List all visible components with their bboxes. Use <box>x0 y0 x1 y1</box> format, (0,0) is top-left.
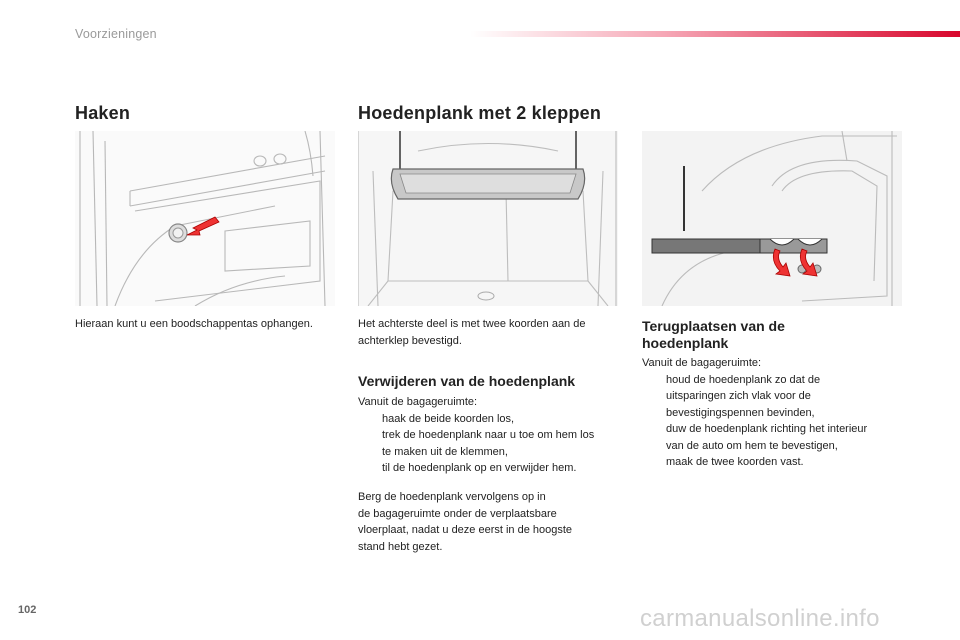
page-number: 102 <box>18 604 37 616</box>
refit-title: Terugplaatsen van de hoedenplank <box>642 318 785 351</box>
hoedenplank-title: Hoedenplank met 2 kleppen <box>358 103 602 123</box>
remove-step-1: haak de beide koorden los, <box>382 412 515 425</box>
watermark[interactable]: carmanualsonline.info <box>640 605 880 632</box>
haken-caption: Hieraan kunt u een boodschappentas ophangen. <box>75 318 313 330</box>
remove-step-3: til de hoedenplank op en verwijder hem. <box>382 462 577 474</box>
refit-step-3: maak de twee koorden vast. <box>666 456 804 468</box>
haken-title: Haken <box>75 103 131 123</box>
remove-instructions: Vanuit de bagageruimte: haak de beide koorden los, trek de hoedenplank naar u toe om hem los te maken uit de klemmen, til de hoedenplank op en verwijder hem. <box>358 394 628 477</box>
shelf-refit-illustration <box>642 131 902 306</box>
header-accent-bar <box>470 31 960 37</box>
remove-step-2: trek de hoedenplank naar u toe om hem los te maken uit de klemmen, <box>382 429 595 458</box>
hook-illustration <box>75 131 335 306</box>
store-text: Berg de hoedenplank vervolgens op in de bagageruimte onder de verplaatsbare vloerplaat, nadat u deze eerst in de hoogste stand hebt gezet. <box>358 491 573 553</box>
remove-title: Verwijderen van de hoedenplank <box>358 373 576 389</box>
section-header: Voorzieningen <box>75 27 157 41</box>
refit-step-1: houd de hoedenplank zo dat de uitsparingen zich vlak voor de bevestigingspennen bevinden, <box>666 373 821 419</box>
hook-icon <box>169 224 187 242</box>
intro-text: Het achterste deel is met twee koorden aan de achterklep bevestigd. <box>358 318 586 347</box>
refit-step-2: duw de hoedenplank richting het interieur van de auto om hem te bevestigen, <box>666 423 868 452</box>
parcel-shelf-illustration <box>358 131 618 306</box>
parcel-shelf-edge <box>652 239 762 253</box>
refit-instructions: Vanuit de bagageruimte: houd de hoedenplank zo dat de uitsparingen zich vlak voor de bevestigingspennen bevinden, duw de hoedenplank richting het interieur van de auto om hem te bevestigen, maak de twee koorden vast. <box>642 355 912 471</box>
